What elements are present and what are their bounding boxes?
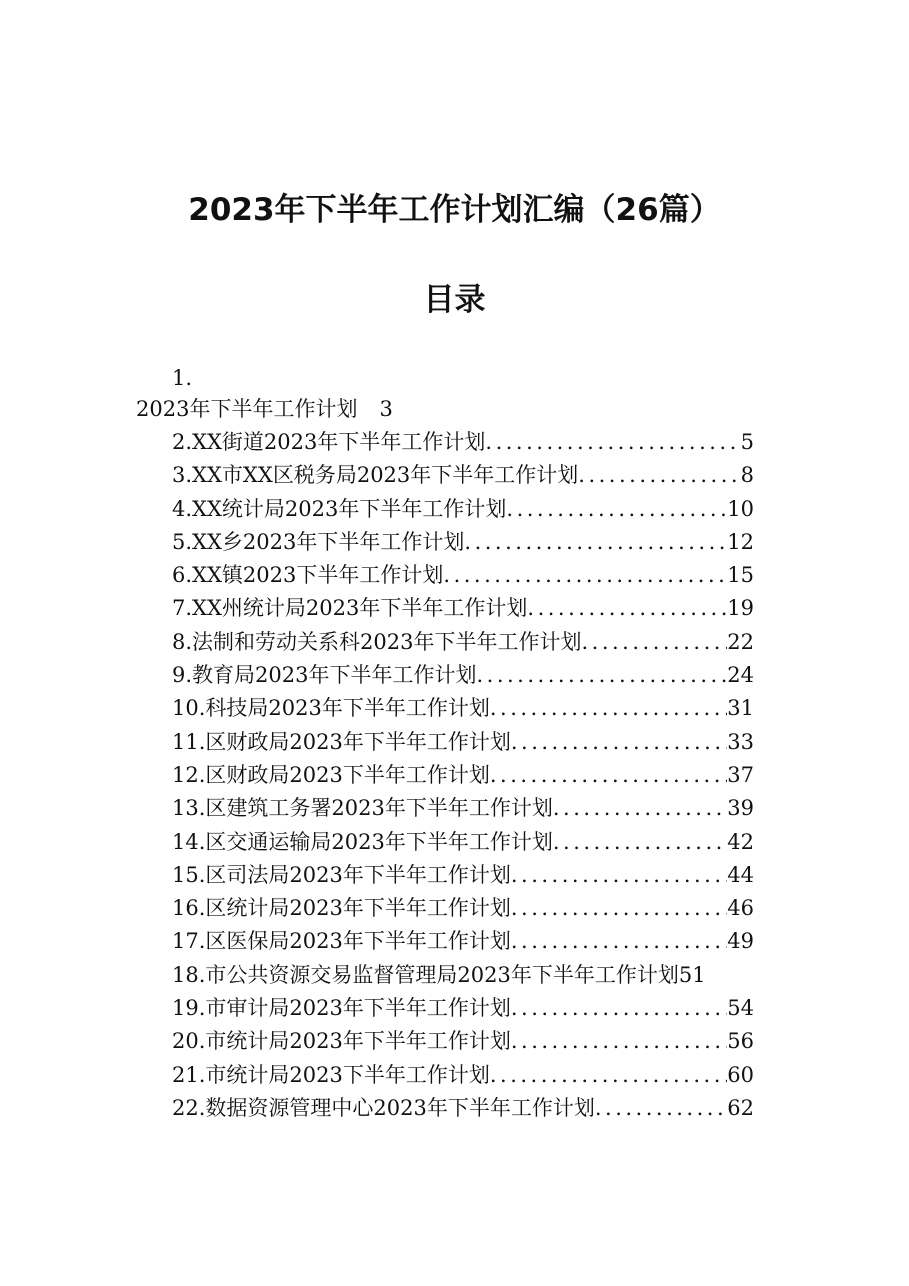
toc-entry[interactable] <box>172 992 754 1025</box>
toc-entry-label: 3.XX市XX区税务局2023年下半年工作计划 <box>172 463 579 488</box>
toc-entry-page: 5 <box>740 430 754 454</box>
toc-heading: 目录 <box>423 282 486 318</box>
toc-entry-page: 24 <box>727 663 754 688</box>
document-title: 2023年下半年工作计划汇编（26篇） <box>188 192 721 228</box>
toc-dot-leader <box>511 726 727 759</box>
toc-entry-page: 44 <box>727 862 754 887</box>
toc-entry[interactable] <box>172 626 754 659</box>
toc-entry-page: 33 <box>727 729 754 754</box>
table-of-contents <box>0 362 909 1152</box>
toc-entry-label: 2.XX街道2023年下半年工作计划 <box>172 430 486 454</box>
toc-entry[interactable] <box>172 692 754 725</box>
toc-entry-page: 22 <box>727 629 754 654</box>
toc-entry-page: 8 <box>740 463 754 488</box>
toc-entry-label: 18.市公共资源交易监督管理局2023年下半年工作计划 <box>172 962 679 987</box>
toc-dot-leader <box>485 426 740 459</box>
toc-dot-leader <box>511 925 727 958</box>
toc-entry-page: 15 <box>727 563 754 588</box>
toc-entry-label: 6.XX镇2023下半年工作计划 <box>172 563 444 588</box>
toc-dot-leader <box>511 992 727 1025</box>
toc-dot-leader <box>527 592 727 625</box>
toc-entry-label: 16.区统计局2023年下半年工作计划 <box>172 896 511 921</box>
toc-entry[interactable] <box>172 726 754 759</box>
toc-entry[interactable] <box>172 493 754 526</box>
toc-entry-page: 51 <box>678 962 706 987</box>
toc-entry-list <box>172 426 792 1125</box>
toc-entry[interactable] <box>172 426 754 459</box>
toc-entry[interactable] <box>172 1025 754 1058</box>
toc-entry[interactable] <box>172 459 754 492</box>
toc-entry-label: 11.区财政局2023年下半年工作计划 <box>172 729 511 754</box>
toc-entry-page: 56 <box>727 1029 754 1054</box>
toc-entry[interactable] <box>172 592 754 625</box>
toc-dot-leader <box>511 1025 727 1058</box>
toc-entry-page: 60 <box>727 1062 754 1087</box>
toc-entry[interactable] <box>172 759 754 792</box>
toc-entry-1-number: 1. <box>172 366 193 390</box>
toc-entry-label: 7.XX州统计局2023年下半年工作计划 <box>172 596 528 621</box>
toc-entry[interactable] <box>172 659 754 692</box>
toc-dot-leader <box>443 559 727 592</box>
toc-entry-page: 19 <box>727 596 754 621</box>
toc-entry[interactable] <box>172 1059 754 1092</box>
toc-entry[interactable] <box>172 826 754 859</box>
toc-dot-leader <box>595 1092 727 1125</box>
toc-entry[interactable] <box>172 892 754 925</box>
toc-entry-label: 14.区交通运输局2023年下半年工作计划 <box>172 829 553 854</box>
toc-entry-label: 12.区财政局2023下半年工作计划 <box>172 762 490 787</box>
toc-entry-label: 19.市审计局2023年下半年工作计划 <box>172 996 511 1021</box>
toc-entry[interactable] <box>172 1092 754 1125</box>
toc-entry-page: 54 <box>727 996 754 1021</box>
toc-entry-label: 21.市统计局2023下半年工作计划 <box>172 1062 490 1087</box>
toc-entry-1[interactable] <box>136 393 393 426</box>
toc-entry-label: 17.区医保局2023年下半年工作计划 <box>172 929 511 954</box>
toc-entry-label: 13.区建筑工务署2023年下半年工作计划 <box>172 796 553 821</box>
toc-entry-page: 31 <box>727 696 754 721</box>
toc-entry[interactable] <box>172 526 754 559</box>
toc-dot-leader <box>506 493 727 526</box>
toc-entry-page: 42 <box>727 829 754 854</box>
toc-entry-page: 62 <box>727 1095 754 1120</box>
toc-entry-label: 10.科技局2023年下半年工作计划 <box>172 696 490 721</box>
toc-dot-leader <box>581 626 727 659</box>
toc-dot-leader <box>476 659 727 692</box>
toc-entry[interactable] <box>172 925 754 958</box>
toc-dot-leader <box>553 826 727 859</box>
toc-entry-page: 37 <box>727 762 754 787</box>
toc-entry-label: 4.XX统计局2023年下半年工作计划 <box>172 496 507 521</box>
toc-entry[interactable] <box>172 559 754 592</box>
toc-entry-page: 49 <box>727 929 754 954</box>
toc-dot-leader <box>490 692 727 725</box>
toc-entry-page: 3 <box>379 397 393 421</box>
toc-entry-label: 22.数据资源管理中心2023年下半年工作计划 <box>172 1095 595 1120</box>
toc-dot-leader <box>490 1059 727 1092</box>
toc-entry-label: 8.法制和劳动关系科2023年下半年工作计划 <box>172 629 582 654</box>
toc-entry-label: 15.区司法局2023年下半年工作计划 <box>172 862 511 887</box>
toc-dot-leader <box>464 526 727 559</box>
toc-entry-label: 9.教育局2023年下半年工作计划 <box>172 663 477 688</box>
toc-entry-label: 20.市统计局2023年下半年工作计划 <box>172 1029 511 1054</box>
toc-dot-leader <box>578 459 740 492</box>
toc-entry[interactable] <box>172 959 754 992</box>
toc-entry-label: 2023年下半年工作计划 <box>136 397 358 421</box>
toc-entry-page: 10 <box>727 496 754 521</box>
toc-dot-leader <box>490 759 727 792</box>
toc-entry[interactable] <box>172 859 754 892</box>
toc-entry-page: 46 <box>727 896 754 921</box>
toc-dot-leader <box>511 859 727 892</box>
toc-dot-leader <box>553 792 727 825</box>
toc-entry-label: 5.XX乡2023年下半年工作计划 <box>172 529 465 554</box>
toc-entry-page: 12 <box>727 529 754 554</box>
toc-entry[interactable] <box>172 792 754 825</box>
toc-entry-page: 39 <box>727 796 754 821</box>
toc-dot-leader <box>511 892 727 925</box>
